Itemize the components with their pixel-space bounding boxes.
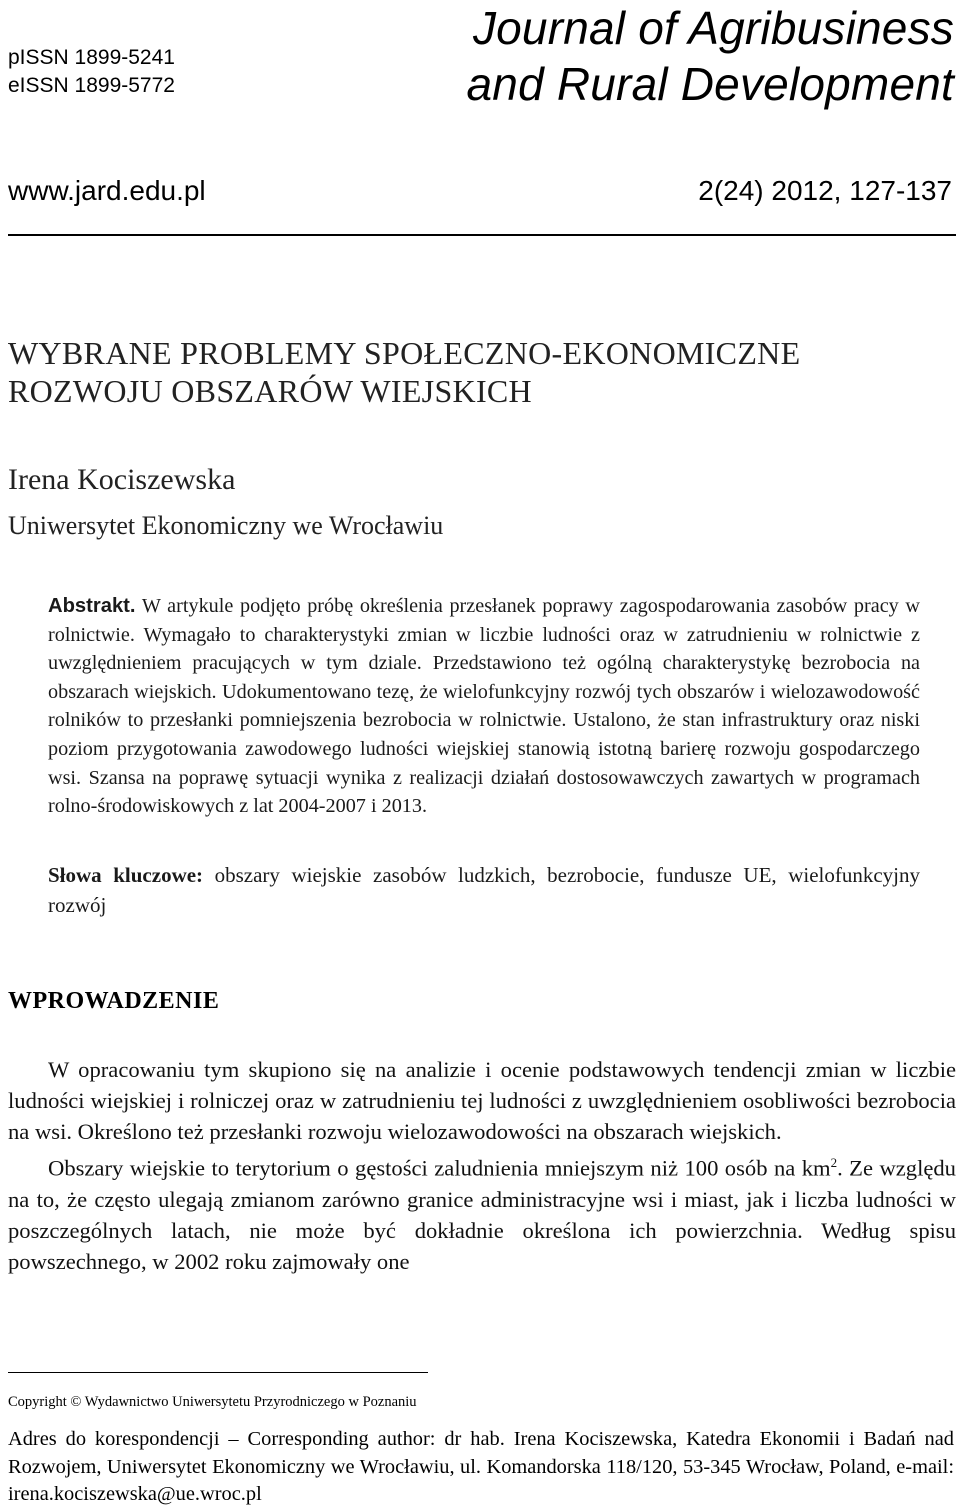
superscript-2: 2 bbox=[830, 1155, 838, 1170]
author-name: Irena Kociszewska bbox=[8, 463, 236, 496]
journal-title bbox=[467, 0, 954, 112]
paragraph-2-text-end: . Ze względu na to, że często ulegają zmianom zarówno granice administracyjne wsi i miast, jak i liczba ludności w poszczególnych latach, nie może być dokładnie określona ich powierzchnia. Według spisu powszechnego, w 2002 roku zajmowały one bbox=[8, 1155, 956, 1274]
section-heading-introduction: WPROWADZENIE bbox=[8, 988, 220, 1014]
issn-block bbox=[8, 44, 175, 100]
introduction-paragraph-2 bbox=[8, 1147, 956, 1277]
article-title-line2: ROZWOJU OBSZARÓW WIEJSKICH bbox=[8, 373, 532, 409]
abstract-label: Abstrakt. bbox=[48, 595, 136, 617]
introduction-body bbox=[8, 1054, 956, 1277]
introduction-paragraph-1: W opracowaniu tym skupiono się na analizie i ocenie podstawowych tendencji zmian w liczbie ludności wiejskiej i rolniczej oraz w zatrudnieniu tej ludności z uwzględnieniem osobliwości bezrobocia na wsi. Określono też przesłanki rozwoju wielozawodowości na obszarach wiejskich. bbox=[8, 1057, 956, 1144]
journal-website-link[interactable]: www.jard.edu.pl bbox=[8, 175, 206, 206]
journal-title-line2: and Rural Development bbox=[466, 58, 954, 110]
keywords bbox=[48, 860, 920, 920]
header-divider bbox=[8, 234, 956, 236]
journal-title-line1: Journal of Agribusiness bbox=[472, 2, 954, 54]
correspondence-address: Adres do korespondencji – Corresponding author: dr hab. Irena Kociszewska, Katedra Ekonomii i Badań nad Rozwojem, Uniwersytet Ekonomiczny we Wrocławiu, ul. Komandorska 118/120, 53-345 Wrocław, Poland, e-mail: irena.kociszewska@ue.wroc.pl bbox=[8, 1428, 954, 1505]
paragraph-2-text-start: Obszary wiejskie to terytorium o gęstości zaludnienia mniejszym niż 100 osób na km bbox=[48, 1155, 831, 1181]
footnote-divider bbox=[8, 1372, 428, 1373]
article-title bbox=[8, 334, 938, 410]
pissn-text: pISSN 1899-5241 bbox=[8, 46, 175, 69]
abstract-text: W artykule podjęto próbę określenia przesłanek poprawy zagospodarowania zasobów pracy w rolnictwie. Wymagało to charakterystyki zmian w liczbie ludności oraz w zatrudnieniu w rolnictwie z uwzględnieniem pracujących w tym dziale. Przedstawiono też ogólną charakterystykę bezrobocia na obszarach wiejskich. Udokumentowano tezę, że wielofunkcyjny rozwój tych obszarów i wielozawodowość rolników to przesłanki pomniejszenia bezrobocia w rolnictwie. Ustalono, że stan infrastruktury oraz niski poziom przygotowania zawodowego ludności wiejskiej stanowią istotną barierę rozwoju gospodarczego wsi. Szansa na poprawę sytuacji wynika z realizacji działań dostosowawczych zawartych w programach rolno-środowiskowych z lat 2004-2007 i 2013. bbox=[48, 595, 920, 818]
copyright-notice: Copyright © Wydawnictwo Uniwersytetu Przyrodniczego w Poznaniu bbox=[8, 1394, 417, 1410]
author-affiliation: Uniwersytet Ekonomiczny we Wrocławiu bbox=[8, 511, 444, 540]
article-title-line1: WYBRANE PROBLEMY SPOŁECZNO-EKONOMICZNE bbox=[8, 335, 801, 371]
keywords-text: obszary wiejskie zasobów ludzkich, bezrobocie, fundusze UE, wielofunkcyjny rozwój bbox=[48, 863, 921, 917]
keywords-label: Słowa kluczowe: bbox=[48, 863, 204, 887]
abstract bbox=[48, 592, 920, 821]
eissn-text: eISSN 1899-5772 bbox=[8, 74, 175, 97]
issue-info: 2(24) 2012, 127-137 bbox=[698, 175, 952, 206]
